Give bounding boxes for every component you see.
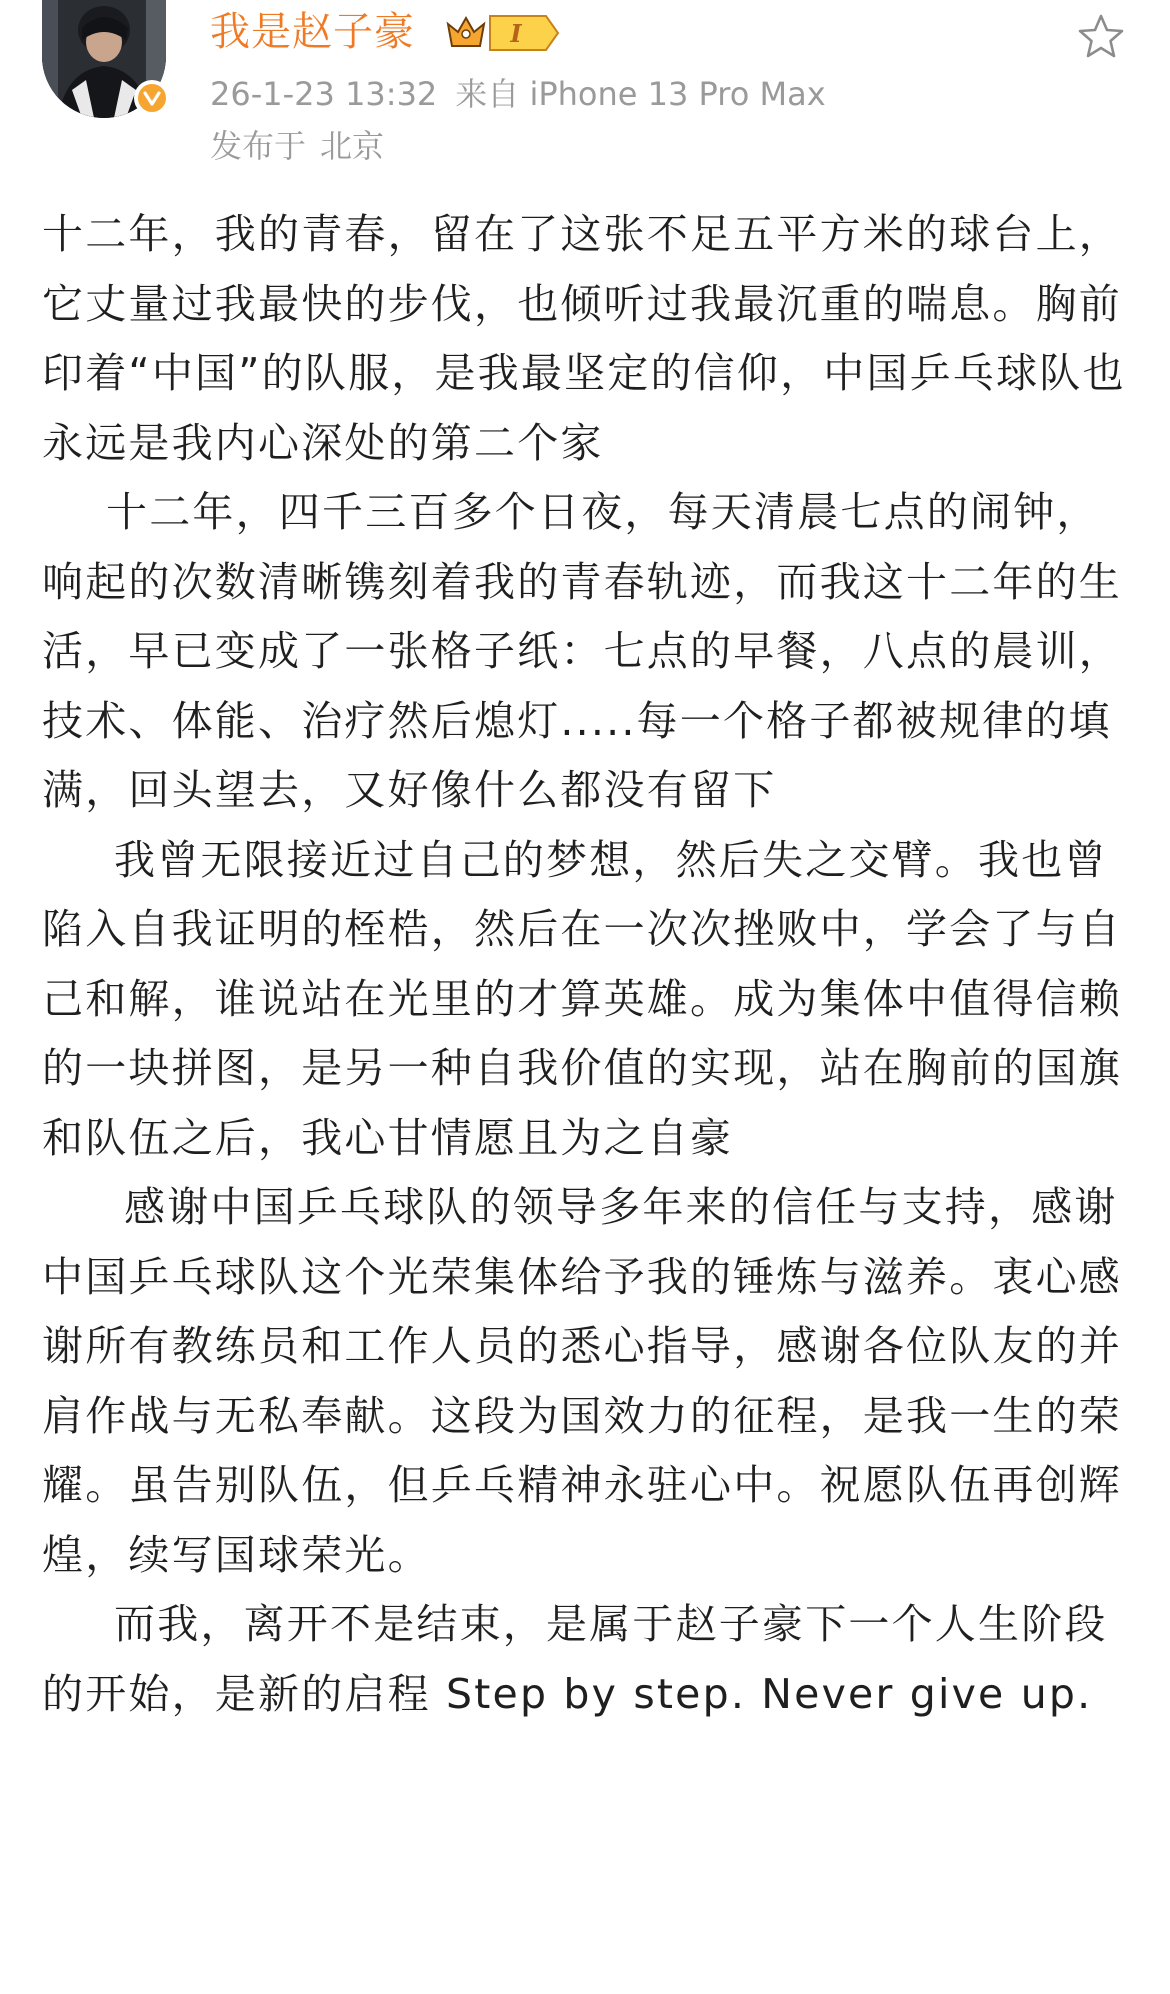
favorite-button[interactable]: [1076, 12, 1126, 62]
post-paragraph: 感谢中国乒乓球队的领导多年来的信任与支持，感谢中国乒乓球队这个光荣集体给予我的锤炼与滋养。衷心感谢所有教练员和工作人员的悉心指导，感谢各位队友的并肩作战与无私奉献。这段为国效力的征程，是我一生的荣耀。虽告别队伍，但乒乓精神永驻心中。祝愿队伍再创辉煌，续写国球荣光。: [42, 1183, 1122, 1579]
post-paragraph: 十二年，我的青春，留在了这张不足五平方米的球台上，它丈量过我最快的步伐，也倾听过我最沉重的喘息。胸前印着“中国”的队服，是我最坚定的信仰，中国乒乓球队也永远是我内心深处的第二个家: [42, 210, 1126, 467]
post-paragraph: 十二年，四千三百多个日夜，每天清晨七点的闹钟，响起的次数清晰镌刻着我的青春轨迹，而我这十二年的生活，早已变成了一张格子纸：七点的早餐，八点的晨训，技术、体能、治疗然后熄灯.....每一个格子都被规律的填满，回头望去，又好像什么都没有留下: [42, 488, 1122, 814]
post-paragraph: 而我，离开不是结束，是属于赵子豪下一个人生阶段的开始，是新的启程 Step by step. Never give up.: [42, 1600, 1108, 1718]
star-outline-icon: [1076, 12, 1126, 62]
crown-icon: [446, 12, 560, 54]
post-location: [210, 124, 384, 168]
post-meta: [210, 72, 826, 116]
post-header: [0, 0, 1170, 190]
crown-badge[interactable]: [446, 12, 560, 54]
post-timestamp: 26-1-23 13:32: [210, 75, 438, 113]
post-source: 来自 iPhone 13 Pro Max: [455, 75, 826, 113]
location-label: 发布于: [210, 127, 307, 165]
username[interactable]: 我是赵子豪: [210, 9, 415, 55]
post-body: [42, 200, 1142, 1729]
post-paragraph: 我曾无限接近过自己的梦想，然后失之交臂。我也曾陷入自我证明的桎梏，然后在一次次挫败中，学会了与自己和解，谁说站在光里的才算英雄。成为集体中值得信赖的一块拼图，是另一种自我价值的实现，站在胸前的国旗和队伍之后，我心甘情愿且为之自豪: [42, 835, 1122, 1162]
avatar-container[interactable]: [42, 0, 172, 118]
location-city: 北京: [320, 127, 385, 165]
badge-level-text: I: [510, 19, 522, 48]
verified-icon: [134, 80, 170, 116]
